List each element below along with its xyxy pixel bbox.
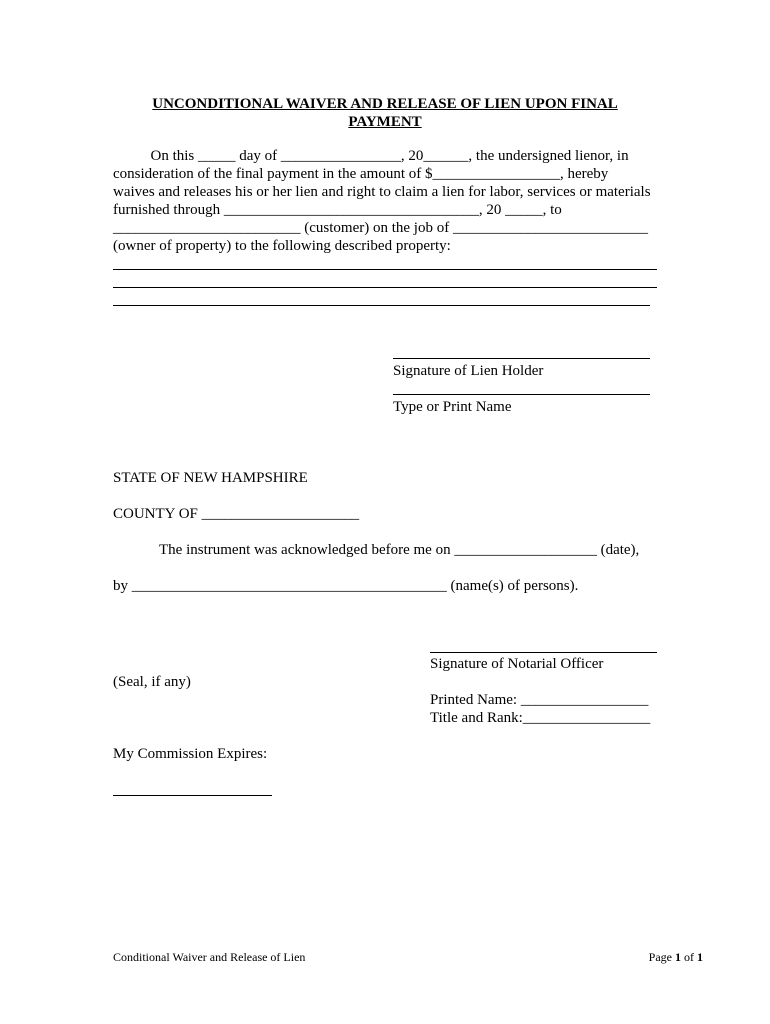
- body-line-5: _________________________ (customer) on the job of __________________________: [113, 220, 648, 236]
- seal-label: (Seal, if any): [113, 674, 191, 690]
- commission-expires-label: My Commission Expires:: [113, 746, 268, 762]
- footer-document-name: Conditional Waiver and Release of Lien: [113, 950, 306, 964]
- document-title: [113, 95, 657, 131]
- lien-holder-signature-line[interactable]: [393, 358, 650, 359]
- notarial-signature-line[interactable]: [430, 652, 657, 653]
- commission-expires-line[interactable]: [113, 795, 272, 796]
- body-line-6: (owner of property) to the following described property:: [113, 238, 451, 254]
- page-label: Page: [648, 950, 675, 964]
- page-of: of: [681, 950, 697, 964]
- print-name-line[interactable]: [393, 394, 650, 395]
- persons-line: by __________________________________________ (name(s) of persons).: [113, 578, 579, 594]
- printed-name-line: Printed Name: _________________: [430, 692, 649, 708]
- notarial-signature-label: Signature of Notarial Officer: [430, 656, 604, 672]
- title-line-2: PAYMENT: [348, 114, 422, 130]
- print-name-label: Type or Print Name: [393, 399, 512, 415]
- footer-page-number: [600, 948, 703, 966]
- title-line-1: UNCONDITIONAL WAIVER AND RELEASE OF LIEN UPON FINAL: [152, 96, 618, 112]
- lien-holder-signature-label: Signature of Lien Holder: [393, 363, 544, 379]
- acknowledgment-line: The instrument was acknowledged before me on ___________________ (date),: [159, 542, 640, 558]
- property-description-line-3[interactable]: [113, 305, 650, 306]
- body-line-1: On this _____ day of ________________, 20______, the undersigned lienor, in: [113, 148, 629, 164]
- page-total: 1: [697, 950, 703, 964]
- body-line-3: waives and releases his or her lien and right to claim a lien for labor, services or materials: [113, 184, 651, 200]
- body-line-4: furnished through __________________________________, 20 _____, to: [113, 202, 562, 218]
- county-line: COUNTY OF _____________________: [113, 506, 360, 522]
- property-description-line-1[interactable]: [113, 269, 657, 270]
- body-line-2: consideration of the final payment in the amount of $_________________, hereby: [113, 166, 609, 182]
- title-rank-line: Title and Rank:_________________: [430, 710, 651, 726]
- property-description-line-2[interactable]: [113, 287, 657, 288]
- page-current: 1: [675, 950, 681, 964]
- state-label: STATE OF NEW HAMPSHIRE: [113, 470, 308, 486]
